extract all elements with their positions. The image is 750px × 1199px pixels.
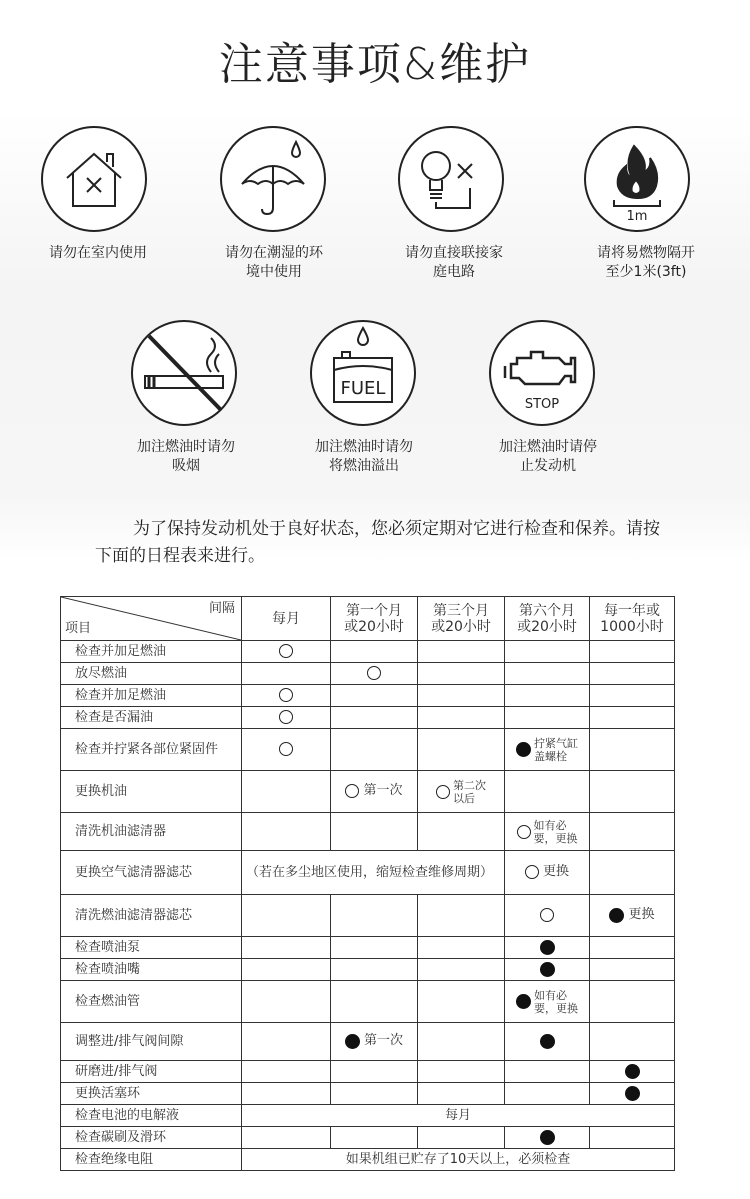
row-item: 检查并加足燃油: [61, 641, 242, 663]
row-item: 更换空气滤清器滤芯: [61, 851, 242, 895]
table-cell: [505, 1127, 590, 1149]
table-cell: [331, 641, 418, 663]
table-cell: [331, 663, 418, 685]
page-title: 注意事项&维护: [218, 39, 532, 90]
table-cell: [418, 959, 505, 981]
table-cell: [590, 813, 675, 851]
table-cell: [331, 729, 418, 771]
table-row: [61, 641, 675, 663]
table-cell: [418, 663, 505, 685]
table-cell: [590, 937, 675, 959]
table-cell: [505, 1061, 590, 1083]
table-row: [61, 1105, 675, 1127]
table-cell: [590, 729, 675, 771]
header-interval: 间隔: [208, 601, 235, 616]
plug-x-icon: [398, 126, 504, 232]
table-cell: [242, 771, 331, 813]
table-cell: [590, 1083, 675, 1105]
table-cell: [418, 707, 505, 729]
table-cell: [505, 959, 590, 981]
table-cell: [331, 813, 418, 851]
span-note: 每月: [242, 1105, 675, 1127]
circle-mark-icon: [540, 908, 554, 922]
fuel-badge: FUEL: [340, 378, 386, 399]
table-cell: [331, 1023, 418, 1061]
table-cell: [242, 937, 331, 959]
header-col: 第六个月 或20小时: [505, 597, 590, 641]
table-cell: [242, 981, 331, 1023]
table-cell: [590, 663, 675, 685]
row-item: 清洗机油滤清器: [61, 813, 242, 851]
caption-6: 加注燃油时请勿 将燃油溢出: [315, 439, 413, 474]
table-cell: [418, 813, 505, 851]
table-row: [61, 981, 675, 1023]
table-cell: [331, 959, 418, 981]
table-cell: [242, 729, 331, 771]
table-cell: [242, 685, 331, 707]
row-item: 清洗燃油滤清器滤芯: [61, 895, 242, 937]
mark-label: 更换: [628, 907, 655, 923]
mark-label: 如有必 要，更换: [534, 988, 578, 1015]
table-cell: [242, 641, 331, 663]
table-cell: [418, 729, 505, 771]
dot-mark-icon: [516, 742, 531, 757]
circle-mark-icon: [345, 784, 359, 798]
table-row: [61, 1149, 675, 1171]
table-cell: [331, 937, 418, 959]
table-cell: [418, 1127, 505, 1149]
table-cell: [505, 729, 590, 771]
table-cell: [590, 1023, 675, 1061]
table-row: [61, 959, 675, 981]
row-item: 检查燃油管: [61, 981, 242, 1023]
header-corner: [61, 597, 242, 641]
caption-2: 请勿在潮湿的环 境中使用: [225, 245, 323, 280]
maintenance-table: [60, 596, 675, 1171]
header-col: 第三个月 或20小时: [418, 597, 505, 641]
row-item: 调整进/排气阀间隙: [61, 1023, 242, 1061]
house-x-icon: [41, 126, 147, 232]
table-cell: [505, 1083, 590, 1105]
intro-paragraph: 为了保持发动机处于良好状态，您必须定期对它进行检查和保养。请按下面的日程表来进行。: [95, 519, 660, 566]
table-cell: [505, 1023, 590, 1061]
table-row: [61, 1023, 675, 1061]
row-item: 检查并加足燃油: [61, 685, 242, 707]
circle-mark-icon: [279, 710, 293, 724]
table-cell: [505, 641, 590, 663]
header-col: 每月: [242, 597, 331, 641]
header-col: 第一个月 或20小时: [331, 597, 418, 641]
table-cell: [505, 981, 590, 1023]
table-row: [61, 1083, 675, 1105]
dot-mark-icon: [625, 1064, 640, 1079]
table-cell: [242, 1083, 331, 1105]
table-cell: [331, 895, 418, 937]
flame-badge: 1m: [626, 209, 648, 224]
dot-mark-icon: [345, 1034, 360, 1049]
table-row: [61, 937, 675, 959]
mark-label: 如有必 要，更换: [533, 818, 578, 845]
mark-label: 第一次: [363, 1033, 403, 1049]
table-cell: [242, 707, 331, 729]
dot-mark-icon: [540, 1034, 555, 1049]
table-cell: [418, 1083, 505, 1105]
table-cell: [505, 937, 590, 959]
row-item: 检查喷油嘴: [61, 959, 242, 981]
table-row: [61, 685, 675, 707]
circle-mark-icon: [279, 644, 293, 658]
row-item: 研磨进/排气阀: [61, 1061, 242, 1083]
circle-mark-icon: [279, 688, 293, 702]
table-cell: [242, 1061, 331, 1083]
table-cell: [418, 895, 505, 937]
table-cell: [505, 895, 590, 937]
row-item: 更换机油: [61, 771, 242, 813]
caption-5: 加注燃油时请勿 吸烟: [137, 439, 235, 474]
table-cell: [590, 981, 675, 1023]
dot-mark-icon: [516, 994, 531, 1009]
table-cell: [331, 1061, 418, 1083]
table-row: [61, 729, 675, 771]
mark-label: 第二次 以后: [453, 778, 486, 805]
table-cell: [590, 685, 675, 707]
dot-mark-icon: [540, 940, 555, 955]
table-cell: [505, 685, 590, 707]
caption-4: 请将易燃物隔开 至少1米(3ft): [597, 245, 695, 280]
table-cell: [590, 1127, 675, 1149]
umbrella-icon: [220, 126, 326, 232]
table-header-row: [61, 597, 675, 641]
dot-mark-icon: [609, 908, 624, 923]
table-row: [61, 663, 675, 685]
table-cell: [242, 959, 331, 981]
table-cell: [418, 685, 505, 707]
circle-mark-icon: [525, 865, 539, 879]
row-item: 检查绝缘电阻: [61, 1149, 242, 1171]
row-item: 检查电池的电解液: [61, 1105, 242, 1127]
table-cell: [331, 1127, 418, 1149]
row-item: 放尽燃油: [61, 663, 242, 685]
table-cell: [418, 771, 505, 813]
engine-stop-icon: [489, 320, 595, 426]
table-cell: [331, 981, 418, 1023]
mark-label: 更换: [542, 864, 569, 880]
table-row: [61, 851, 675, 895]
table-cell: [590, 851, 675, 895]
circle-mark-icon: [517, 825, 531, 839]
table-cell: [242, 1023, 331, 1061]
table-cell: [242, 1127, 331, 1149]
stop-badge: STOP: [524, 397, 560, 412]
table-row: [61, 707, 675, 729]
caption-7: 加注燃油时请停 止发动机: [499, 439, 597, 474]
table-cell: [590, 959, 675, 981]
row-item: 检查喷油泵: [61, 937, 242, 959]
table-cell: [590, 707, 675, 729]
row-item: 更换活塞环: [61, 1083, 242, 1105]
table-cell: [418, 937, 505, 959]
header-item: 项目: [65, 621, 92, 636]
table-cell: [331, 685, 418, 707]
flame-icon: [584, 126, 690, 232]
mark-label: 第一次: [363, 783, 403, 799]
table-cell: [331, 707, 418, 729]
span-note: （若在多尘地区使用，缩短检查维修周期）: [242, 851, 505, 895]
row-item: 检查碳刷及滑环: [61, 1127, 242, 1149]
table-cell: [242, 895, 331, 937]
mark-label: 拧紧气缸 盖螺栓: [534, 736, 578, 763]
table-cell: [418, 981, 505, 1023]
table-row: [61, 1127, 675, 1149]
table-row: [61, 895, 675, 937]
table-cell: [590, 895, 675, 937]
table-cell: [242, 813, 331, 851]
table-cell: [242, 663, 331, 685]
table-cell: [418, 1023, 505, 1061]
table-cell: [331, 1083, 418, 1105]
table-row: [61, 771, 675, 813]
table-cell: [590, 641, 675, 663]
table-cell: [331, 771, 418, 813]
table-cell: [505, 813, 590, 851]
circle-mark-icon: [279, 742, 293, 756]
row-item: 检查是否漏油: [61, 707, 242, 729]
circle-mark-icon: [367, 666, 381, 680]
dot-mark-icon: [540, 962, 555, 977]
table-cell: [418, 1061, 505, 1083]
table-cell: [505, 663, 590, 685]
table-cell: [505, 707, 590, 729]
span-note: 如果机组已贮存了10天以上，必须检查: [242, 1149, 675, 1171]
circle-mark-icon: [436, 785, 450, 799]
table-cell: [590, 1061, 675, 1083]
table-row: [61, 813, 675, 851]
fuel-icon: [310, 320, 416, 426]
header-col: 每一年或 1000小时: [590, 597, 675, 641]
caption-1: 请勿在室内使用: [49, 245, 147, 261]
table-cell: [418, 641, 505, 663]
dot-mark-icon: [540, 1130, 555, 1145]
table-row: [61, 1061, 675, 1083]
table-cell: [590, 771, 675, 813]
no-smoking-icon: [131, 320, 237, 426]
table-cell: [505, 851, 590, 895]
caption-3: 请勿直接联接家 庭电路: [405, 245, 503, 280]
table-cell: [505, 771, 590, 813]
dot-mark-icon: [625, 1086, 640, 1101]
row-item: 检查并拧紧各部位紧固件: [61, 729, 242, 771]
